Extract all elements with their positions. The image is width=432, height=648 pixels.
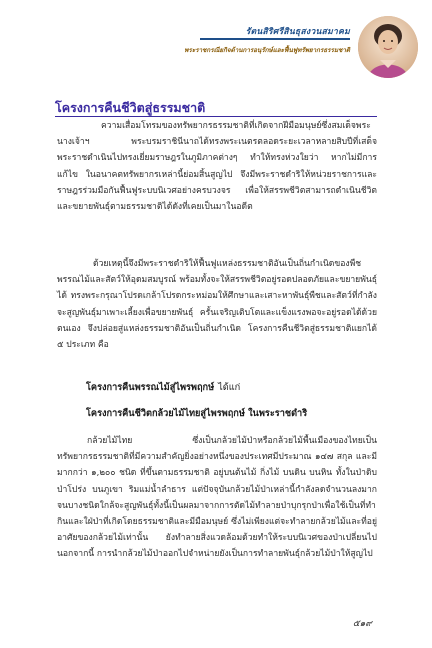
header-divider [200, 38, 350, 40]
portrait-image [358, 16, 418, 78]
page-number: ๕๑๙ [352, 619, 372, 629]
subheading-orchids-label: โครงการคืนชีวิตกล้วยไม้ไทยสู่ไพรพฤกษ์ ในพระราชดำริ [86, 408, 308, 419]
subheading-plants-label: โครงการคืนพรรณไม้สู่ไพรพฤกษ์ [86, 382, 215, 393]
paragraph-orchids: กล้วยไม้ไทย ซึ่งเป็นกล้วยไม้ป่าหรือกล้วยไม้พื้นเมืองของไทยเป็นทรัพยากรธรรมชาติที่มีความสำคัญยิ่งอย่างหนึ่งของประเทศมีประมาณ ๑๔๗ สกุล และมีมากกว่า ๑,๒๐๐ ชนิด ที่ขึ้นตามธรรมชาติ อยู่บนต้นไม้ กิ่งไม้ บนดิน บนหิน ทั้งในป่าดิบ ป่าโปร่ง บนภูเขา ริมแม่น้ำลำธาร แต่ปัจจุบันกล้วยไม้ป่าเหล่านี้กำลังลดจำนวนลงมาก จนบางชนิดใกล้จะสูญพันธุ์ทั้งนี้เป็นผลมาจากการตัดไม้ทำลายป่าบุกรุกป่าเพื่อใช้เป็นที่ทำกินและใฝ่ป่าที่เกิดโดยธรรมชาติและมีมือมนุษย์ ซึ่งไม่เพียงแต่จะทำลายกล้วยไม้และที่อยู่อาศัยของกล้วยไม้เท่านั้น ยังทำลายสิ่งแวดล้อมด้วยทำให้ระบบนิเวศของป่าเปลี่ยนไป นอกจากนี้ การนำกล้วยไม้ป่าออกไปจำหน่ายยังเป็นการทำลายพันธุ์กล้วยไม้ป่าให้สูญไป [57, 436, 377, 560]
royal-portrait [358, 16, 418, 78]
section-underline [55, 116, 377, 117]
subheading-plants-tail: ได้แก่ [218, 382, 241, 393]
paragraph-royal-initiative: ด้วยเหตุนี้จึงมีพระราชดำริให้ฟื้นฟูแหล่งธรรมชาติอันเป็นถิ่นกำเนิดของพืชพรรณไม้และสัตว์ให้อุดมสมบูรณ์ พร้อมทั้งจะให้สรรพชีวิตอยู่รอดปลอดภัยและขยายพันธุ์ได้ ทรงพระกรุณาโปรดเกล้าโปรดกระหม่อมให้ศึกษาและเสาะหาพันธุ์พืชและสัตว์ที่กำลังจะสูญพันธุ์มาเพาะเลี้ยงเพื่อขยายพันธุ์ ครั้นเจริญเติบโตและแข็งแรงพอจะอยู่รอดได้ด้วยตนเอง จึงปล่อยสู่แหล่งธรรมชาติอันเป็นถิ่นกำเนิด โครงการคืนชีวิตสู่ธรรมชาติแยกได้ ๕ ประเภท คือ [57, 259, 377, 351]
paragraph-intro: ความเสื่อมโทรมของทรัพยากรธรรมชาติที่เกิดจากฝีมือมนุษย์ซึ่งสมเด็จพระนางเจ้าฯ พระบรมราชินีนาถได้ทรงพระเนตรตลอดระยะเวลาหลายสิบปีที่เสด็จพระราชดำเนินไปทรงเยี่ยมราษฎรในภูมิภาคต่างๆ ทำให้ทรงห่วงใยว่า หากไม่มีการแก้ไข ในอนาคตทรัพยากรเหล่านี้ย่อมสิ้นสูญไป จึงมีพระราชดำริให้หน่วยราชการและราษฎรร่วมมือกันฟื้นฟูระบบนิเวศอย่างครบวงจร เพื่อให้สรรพชีวิตสามารถดำเนินชีวิตและขยายพันธุ์ตามธรรมชาติได้ดังที่เคยเป็นมาในอดีต [57, 121, 377, 213]
subheading-orchids [86, 406, 386, 421]
page-header [0, 0, 432, 96]
subheading-plants [86, 380, 386, 395]
brand-subtitle: พระราชกรณียกิจด้านการอนุรักษ์และฟื้นฟูทรัพยากรธรรมชาติ [184, 47, 350, 54]
brand-title: รัตนสิริศรีสินธุสงวนสมาคม [245, 27, 350, 37]
section-title: โครงการคืนชีวิตสู่ธรรมชาติ [55, 100, 206, 115]
